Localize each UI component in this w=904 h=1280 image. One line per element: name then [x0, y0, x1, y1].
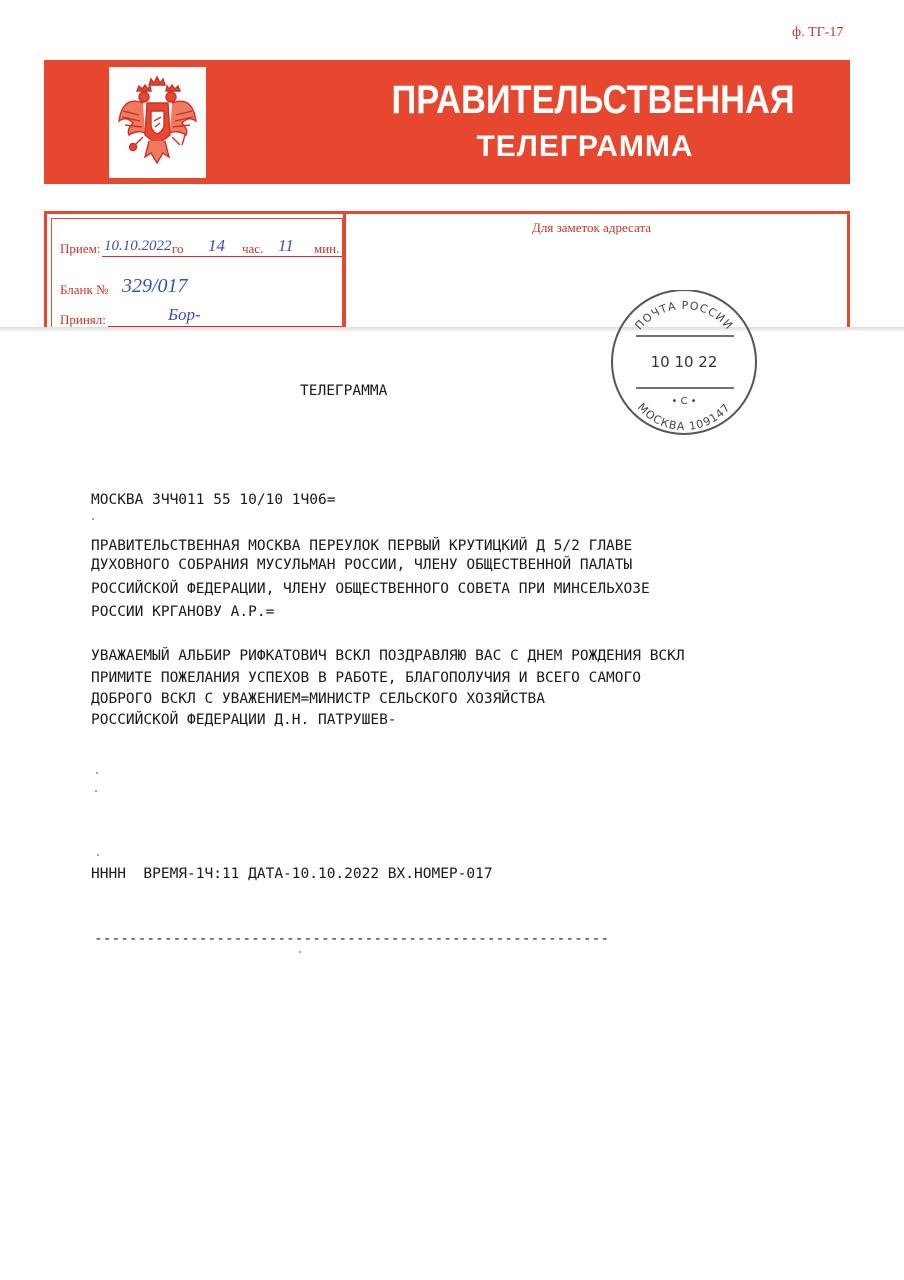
message-line: ДОБРОГО ВСКЛ С УВАЖЕНИЕМ=МИНИСТР СЕЛЬСКОГО ХОЗЯЙСТВА: [91, 691, 545, 707]
year-suffix: го: [172, 241, 184, 256]
speck: [95, 790, 97, 792]
postmark-stamp: [606, 290, 762, 445]
address-line: РОССИЙСКОЙ ФЕДЕРАЦИИ, ЧЛЕНУ ОБЩЕСТВЕННОГО СОВЕТА ПРИ МИНСЕЛЬХОЗЕ: [91, 581, 650, 597]
speck: [92, 518, 94, 520]
speck: [299, 951, 301, 953]
speck: [97, 854, 99, 856]
banner-title: ПРАВИТЕЛЬСТВЕННАЯ: [391, 78, 795, 122]
blank-number: 329/017: [122, 275, 188, 297]
separator-line: -----------------------------------------------------------: [94, 931, 610, 947]
accepted-label: Принял:: [60, 312, 106, 327]
message-line: РОССИЙСКОЙ ФЕДЕРАЦИИ Д.Н. ПАТРУШЕВ-: [91, 712, 397, 728]
footer-line: НННН ВРЕМЯ-1Ч:11 ДАТА-10.10.2022 ВХ.НОМЕР-017: [91, 866, 493, 882]
registration-divider: [343, 214, 346, 327]
minute-label: мин.: [314, 241, 340, 256]
paper-edge: [0, 327, 904, 331]
received-underline: [102, 256, 342, 257]
received-date: 10.10.2022: [104, 238, 172, 254]
notes-label: Для заметок адресата: [532, 220, 652, 235]
accepted-signature: Бор-: [168, 305, 201, 324]
address-line: ДУХОВНОГО СОБРАНИЯ МУСУЛЬМАН РОССИИ, ЧЛЕНУ ОБЩЕСТВЕННОЙ ПАЛАТЫ: [91, 557, 633, 573]
speck: [96, 772, 98, 774]
hour-label: час.: [242, 241, 264, 256]
emblem-frame: [109, 67, 206, 178]
russian-double-headed-eagle-icon: [115, 75, 200, 170]
minute-value: 11: [278, 236, 294, 255]
registration-box: [51, 218, 343, 328]
stamp-top-text: ПОЧТА РОССИИ: [632, 298, 736, 333]
svg-text:ПОЧТА РОССИИ: [632, 299, 735, 332]
banner-subtitle: ТЕЛЕГРАММА: [476, 130, 694, 163]
telegram-banner: [44, 60, 850, 184]
received-label: Прием:: [60, 241, 101, 256]
service-line: МОСКВА 3ЧЧ011 55 10/10 1Ч06=: [91, 492, 336, 508]
stamp-bottom-text: МОСКВА 109147: [634, 400, 734, 434]
address-line: ПРАВИТЕЛЬСТВЕННАЯ МОСКВА ПЕРЕУЛОК ПЕРВЫЙ КРУТИЦКИЙ Д 5/2 ГЛАВЕ: [91, 538, 633, 554]
message-line: УВАЖАЕМЫЙ АЛЬБИР РИФКАТОВИЧ ВСКЛ ПОЗДРАВЛЯЮ ВАС С ДНЕМ РОЖДЕНИЯ ВСКЛ: [91, 648, 685, 664]
hour-value: 14: [208, 236, 225, 255]
address-line: РОССИИ КРГАНОВУ А.Р.=: [91, 604, 275, 620]
blank-label: Бланк №: [60, 282, 109, 297]
form-code: ф. ТГ-17: [792, 25, 844, 40]
telegram-heading: ТЕЛЕГРАММА: [300, 383, 388, 399]
postmark-stamp-graphic: [606, 290, 762, 440]
stamp-date: 10 10 22: [650, 353, 718, 371]
message-line: ПРИМИТЕ ПОЖЕЛАНИЯ УСПЕХОВ В РАБОТЕ, БЛАГОПОЛУЧИЯ И ВСЕГО САМОГО: [91, 670, 641, 686]
stamp-mark: • С •: [671, 396, 697, 407]
